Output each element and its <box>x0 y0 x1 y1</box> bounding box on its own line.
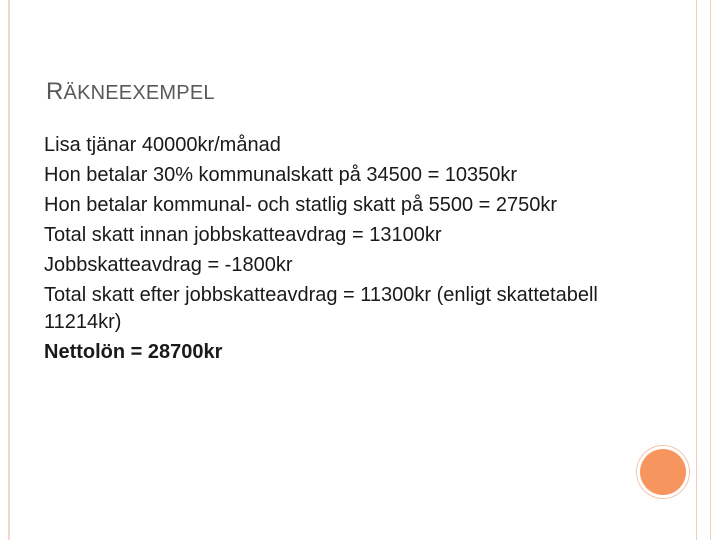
body-line-total-before: Total skatt innan jobbskatteavdrag = 13100kr <box>44 224 442 246</box>
body-line-municipal-tax: Hon betalar 30% kommunalskatt på 34500 = 10350kr <box>44 164 518 186</box>
slide-body <box>44 132 644 369</box>
body-line-total-after: Total skatt efter jobbskatteavdrag = 11300kr (enligt skattetabell 11214kr) <box>44 284 598 333</box>
left-frame-line <box>8 0 10 540</box>
slide-title-rest: ÄKNEEXEMPEL <box>63 82 215 104</box>
slide-title <box>46 78 215 106</box>
slide-title-initial: R <box>46 78 64 105</box>
body-line-income: Lisa tjänar 40000kr/månad <box>44 134 281 156</box>
right-frame-line-outer <box>710 0 711 540</box>
body-line-state-tax: Hon betalar kommunal- och statlig skatt på 5500 = 2750kr <box>44 194 558 216</box>
body-line-net-salary: Nettolön = 28700kr <box>44 341 223 363</box>
right-frame-line <box>696 0 697 540</box>
body-line-deduction: Jobbskatteavdrag = -1800kr <box>44 254 293 276</box>
accent-circle <box>640 449 686 495</box>
